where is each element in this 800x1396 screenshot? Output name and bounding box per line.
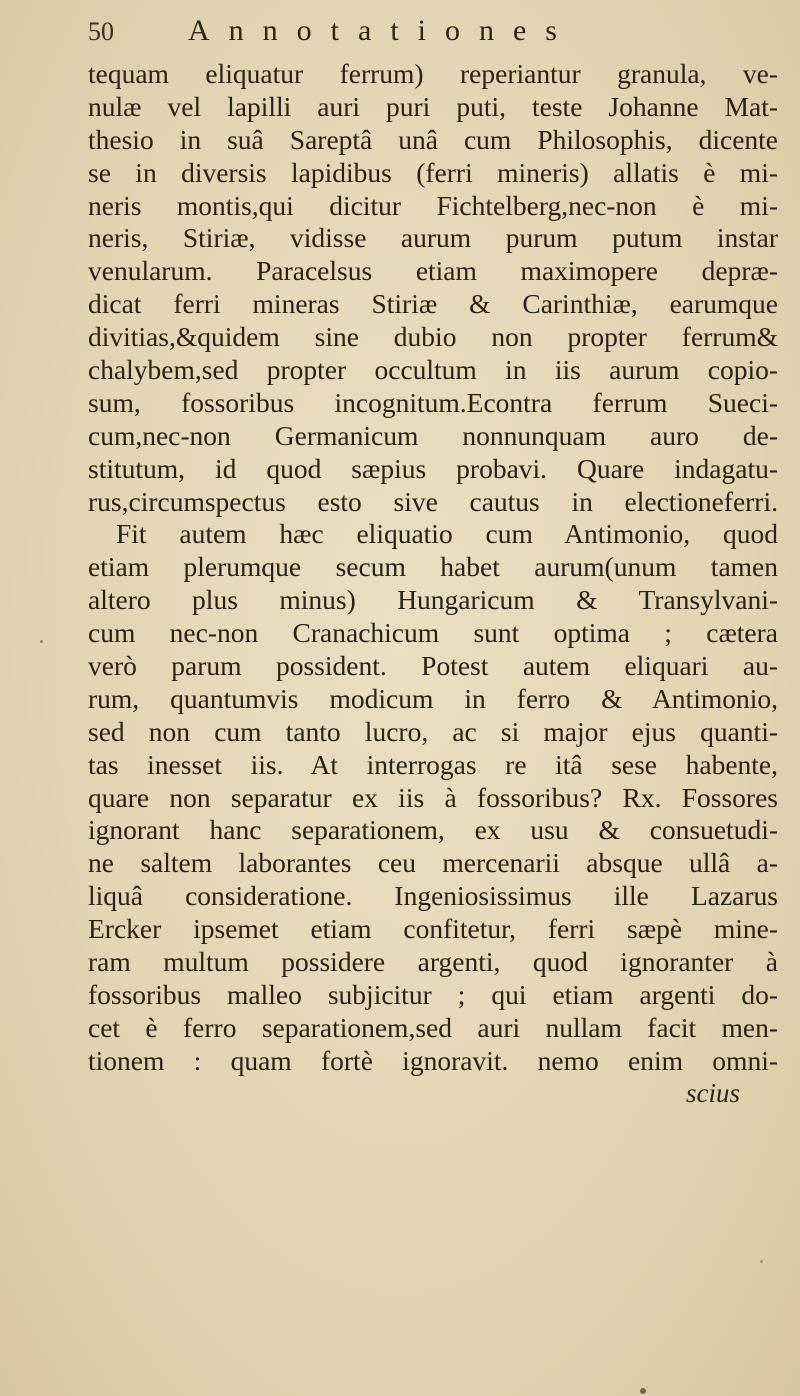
text-line: etiam plerumque secum habet aurum(unum tamen (88, 551, 778, 583)
text-line: ignorant hanc separationem, ex usu & consuetudi- (88, 814, 778, 846)
text-line: neris montis,qui dicitur Fichtelberg,nec-non è mi- (88, 189, 778, 221)
text-line: verò parum possident. Potest autem eliquari au- (88, 650, 778, 682)
text-line: se in diversis lapidibus (ferri mineris) allatis è mi- (88, 156, 778, 188)
page-number: 50 (88, 17, 114, 46)
text-line: Ercker ipsemet etiam confitetur, ferri sæpè mine- (88, 913, 778, 945)
ink-speck (40, 640, 43, 643)
ink-speck (760, 1260, 763, 1263)
text-line: sum, fossoribus incognitum.Econtra ferrum Sueci- (88, 386, 778, 418)
text-line: neris, Stiriæ, vidisse aurum purum putum instar (88, 222, 778, 254)
text-line: venularum. Paracelsus etiam maximopere depræ- (88, 255, 778, 287)
text-line: tequam eliquatur ferrum) reperiantur granula, ve- (88, 58, 778, 89)
text-line: ram multum possidere argenti, quod ignoranter à (88, 946, 778, 978)
text-line: cum,nec-non Germanicum nonnunquam auro de- (88, 419, 778, 451)
text-line: altero plus minus) Hungaricum & Transylvani- (88, 584, 778, 616)
page-header (88, 14, 708, 54)
text-line: nulæ vel lapilli auri puri puti, teste Johanne Mat- (88, 90, 778, 122)
text-line: dicat ferri mineras Stiriæ & Carinthiæ, earumque (88, 288, 778, 320)
text-line: fossoribus malleo subjicitur ; qui etiam argenti do- (88, 978, 778, 1010)
text-line: divitias,&quidem sine dubio non propter ferrum& (88, 321, 778, 353)
text-line: thesio in suâ Sareptâ unâ cum Philosophis, dicente (88, 123, 778, 155)
catchword: scius (686, 1078, 740, 1108)
text-line: tas inesset iis. At interrogas re itâ sese habente, (88, 748, 778, 780)
text-line: Fit autem hæc eliquatio cum Antimonio, quod (116, 518, 778, 550)
text-line: chalybem,sed propter occultum in iis aurum copio- (88, 354, 778, 386)
text-line: rus,circumspectus esto sive cautus in electioneferri. (88, 485, 778, 517)
text-line: cum nec-non Cranachicum sunt optima ; cætera (88, 617, 778, 649)
text-line: tionem : quam fortè ignoravit. nemo enim omni- (88, 1044, 778, 1076)
text-line: ne saltem laborantes ceu mercenarii absque ullâ a- (88, 847, 778, 879)
ink-speck (640, 1388, 646, 1394)
body-text (88, 58, 778, 1078)
text-line: stitutum, id quod sæpius probavi. Quare indagatu- (88, 452, 778, 484)
text-line: quare non separatur ex iis à fossoribus? Rx. Fossores (88, 781, 778, 813)
running-head: Annotationes (188, 14, 576, 47)
text-line: sed non cum tanto lucro, ac si major ejus quanti- (88, 715, 778, 747)
text-line: cet è ferro separationem,sed auri nullam facit men- (88, 1011, 778, 1043)
text-line: rum, quantumvis modicum in ferro & Antimonio, (88, 682, 778, 714)
text-line: liquâ consideratione. Ingeniosissimus ille Lazarus (88, 880, 778, 912)
